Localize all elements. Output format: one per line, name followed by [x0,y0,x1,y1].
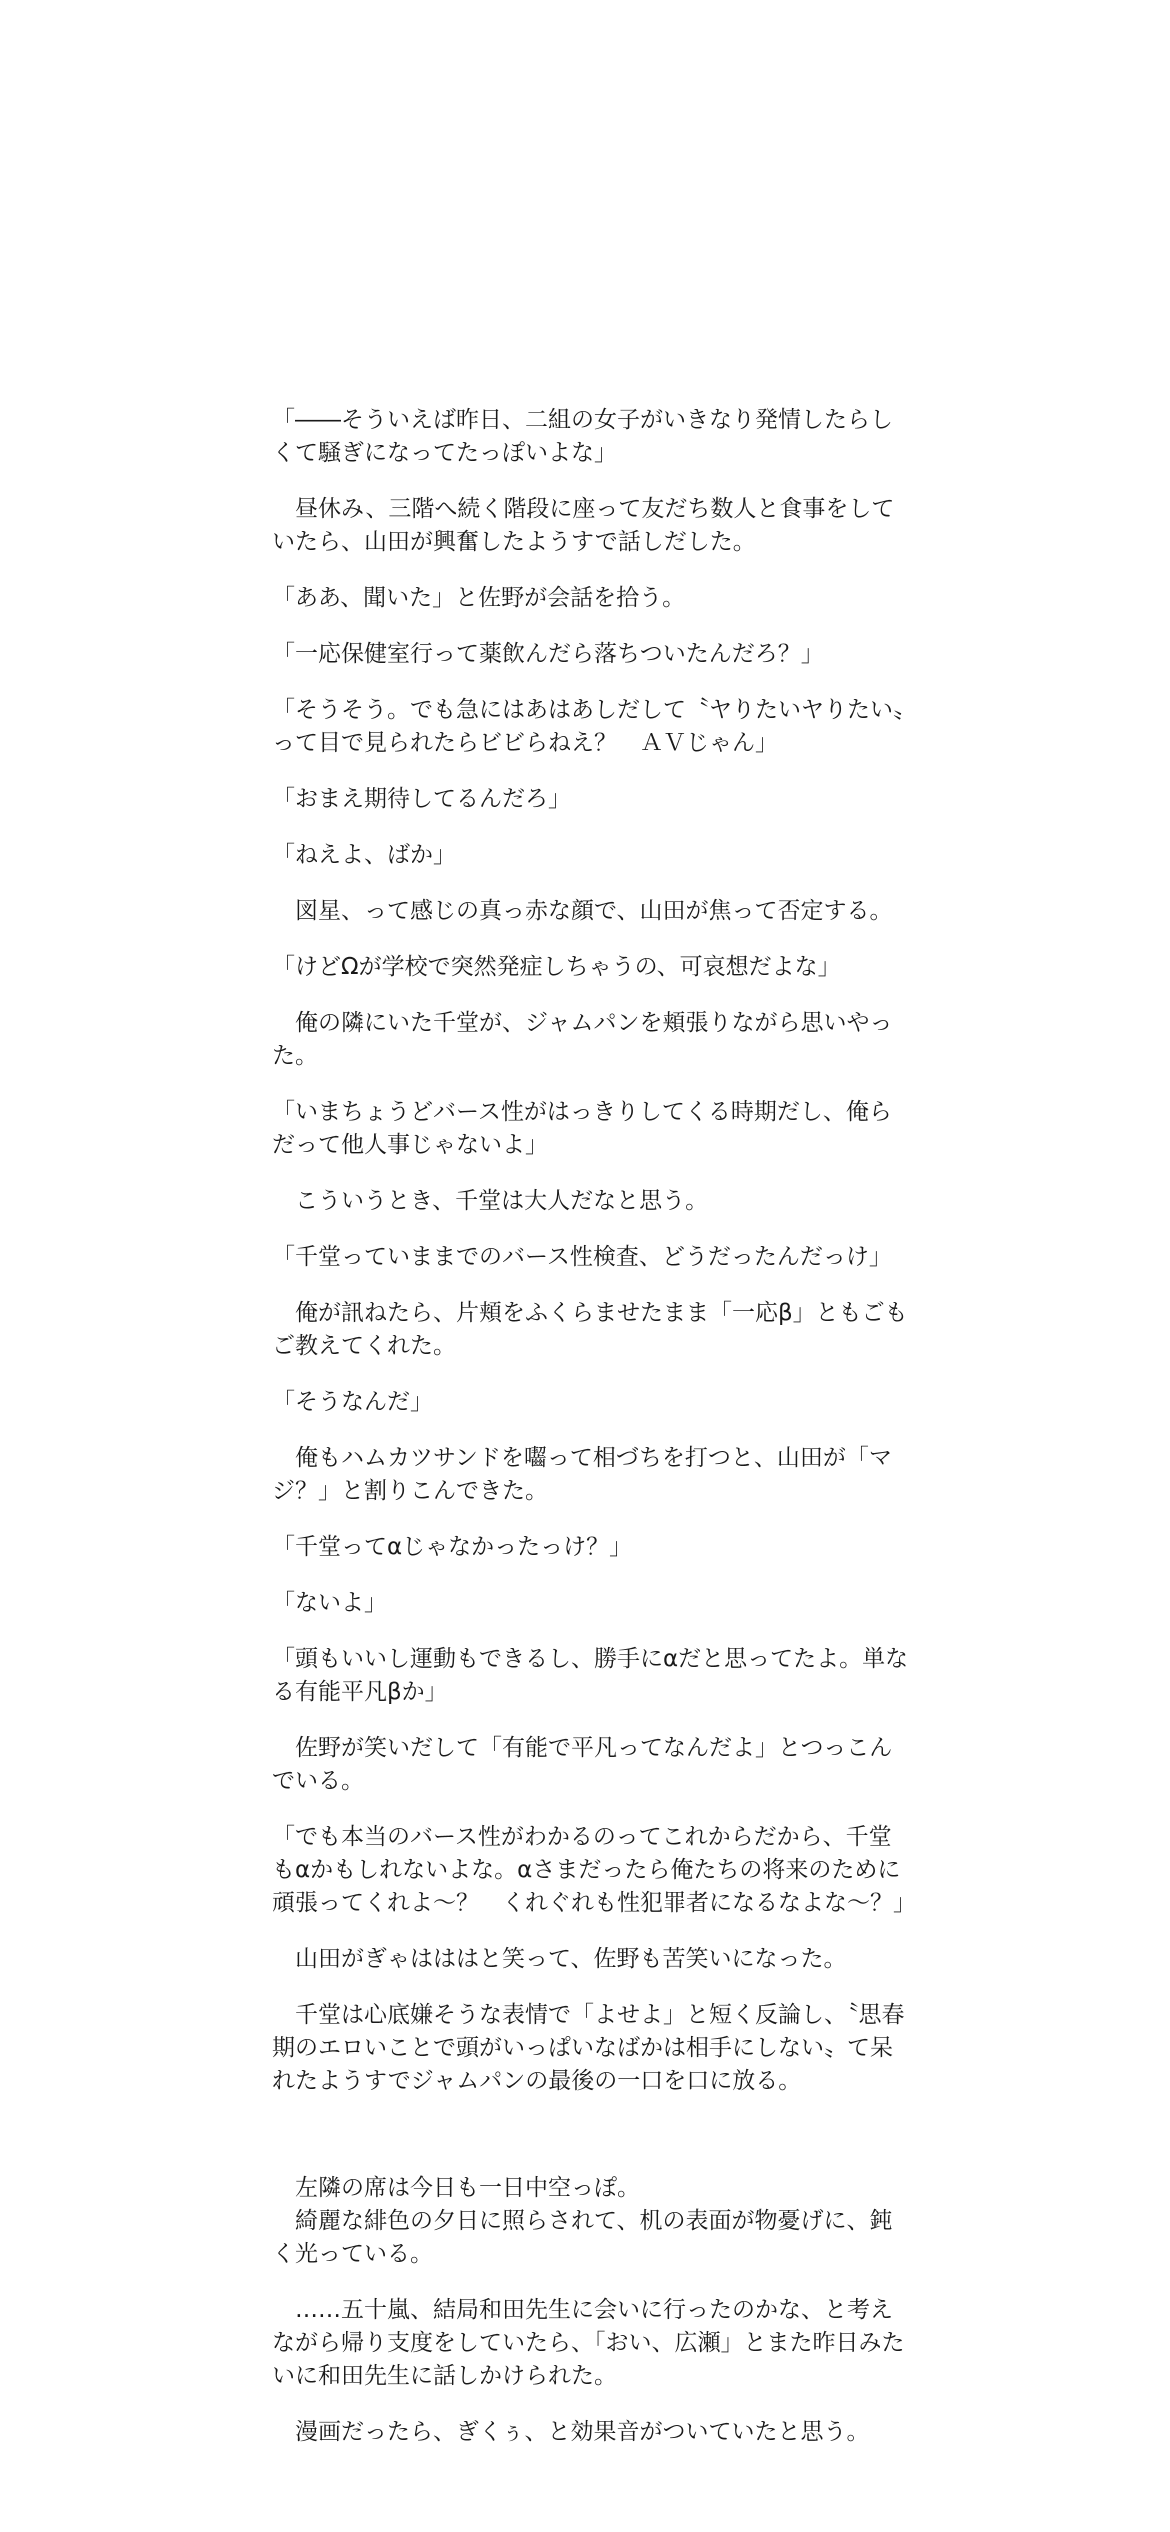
paragraph: 「――そういえば昨日、二組の女子がいきなり発情したらしくて騒ぎになってたっぽいよな」 [272,407,893,466]
paragraph: 「ねえよ、ばか」 [272,842,456,868]
paragraph: 左隣の席は今日も一日中空っぽ。 [272,2175,640,2201]
paragraph: 「ああ、聞いた」と佐野が会話を拾う。 [272,585,686,611]
paragraph: 佐野が笑いだして「有能で平凡ってなんだよ」とつっこんでいる。 [272,1735,893,1794]
paragraph: 図星、って感じの真っ赤な顔で、山田が焦って否定する。 [272,898,893,924]
paragraph: 千堂は心底嫌そうな表情で「よせよ」と短く反論し、〝思春期のエロいことで頭がいっぱいなばかは相手にしない〟て呆れたようすでジャムパンの最後の一口を口に放る。 [272,2002,905,2094]
paragraph: 「おまえ期待してるんだろ」 [272,786,571,812]
paragraph: 俺もハムカツサンドを囓って相づちを打つと、山田が「マジ？」と割りこんできた。 [272,1445,892,1504]
paragraph: 昼休み、三階へ続く階段に座って友だち数人と食事をしていたら、山田が興奮したようすで話しだした。 [272,496,895,555]
paragraph: 「でも本当のバース性がわかるのってこれからだから、千堂もαかもしれないよな。αさまだったら俺たちの将来のために頑張ってくれよ～？ くれぐれも性犯罪者になるなよな～？」 [272,1824,916,1916]
paragraph: 「けどΩが学校で突然発症しちゃうの、可哀想だよな」 [272,954,841,980]
paragraph: ……五十嵐、結局和田先生に会いに行ったのかな、と考えながら帰り支度をしていたら、「おい、広瀬」とまた昨日みたいに和田先生に話しかけられた。 [272,2297,905,2389]
paragraph: 「千堂ってαじゃなかったっけ？」 [272,1534,633,1560]
paragraph: 漫画だったら、ぎくぅ、と効果音がついていたと思う。 [272,2419,870,2445]
paragraph: 「いまちょうどバース性がはっきりしてくる時期だし、俺らだって他人事じゃないよ」 [272,1099,892,1158]
paragraph: 「一応保健室行って薬飲んだら落ちついたんだろ？」 [272,641,824,667]
paragraph: 「ないよ」 [272,1590,387,1616]
paragraph: 山田がぎゃはははと笑って、佐野も苦笑いになった。 [272,1946,847,1972]
paragraph: 綺麗な緋色の夕日に照らされて、机の表面が物憂げに、鈍く光っている。 [272,2208,893,2267]
paragraph: 「そうそう。でも急にはあはあしだして〝ヤりたいヤりたい〟って目で見られたらビビらねえ？ ＡＶじゃん」 [272,697,905,756]
paragraph: 「千堂っていままでのバース性検査、どうだったんだっけ」 [272,1244,892,1270]
reading-pane[interactable] [272,404,916,2472]
paragraph: 俺の隣にいた千堂が、ジャムパンを頬張りながら思いやった。 [272,1010,893,1069]
paragraph: 「そうなんだ」 [272,1389,433,1415]
paragraph: 俺が訊ねたら、片頬をふくらませたまま「一応β」ともごもご教えてくれた。 [272,1300,908,1359]
paragraph: こういうとき、千堂は大人だなと思う。 [272,1188,709,1214]
paragraph: 「頭もいいし運動もできるし、勝手にαだと思ってたよ。単なる有能平凡βか」 [272,1646,909,1705]
